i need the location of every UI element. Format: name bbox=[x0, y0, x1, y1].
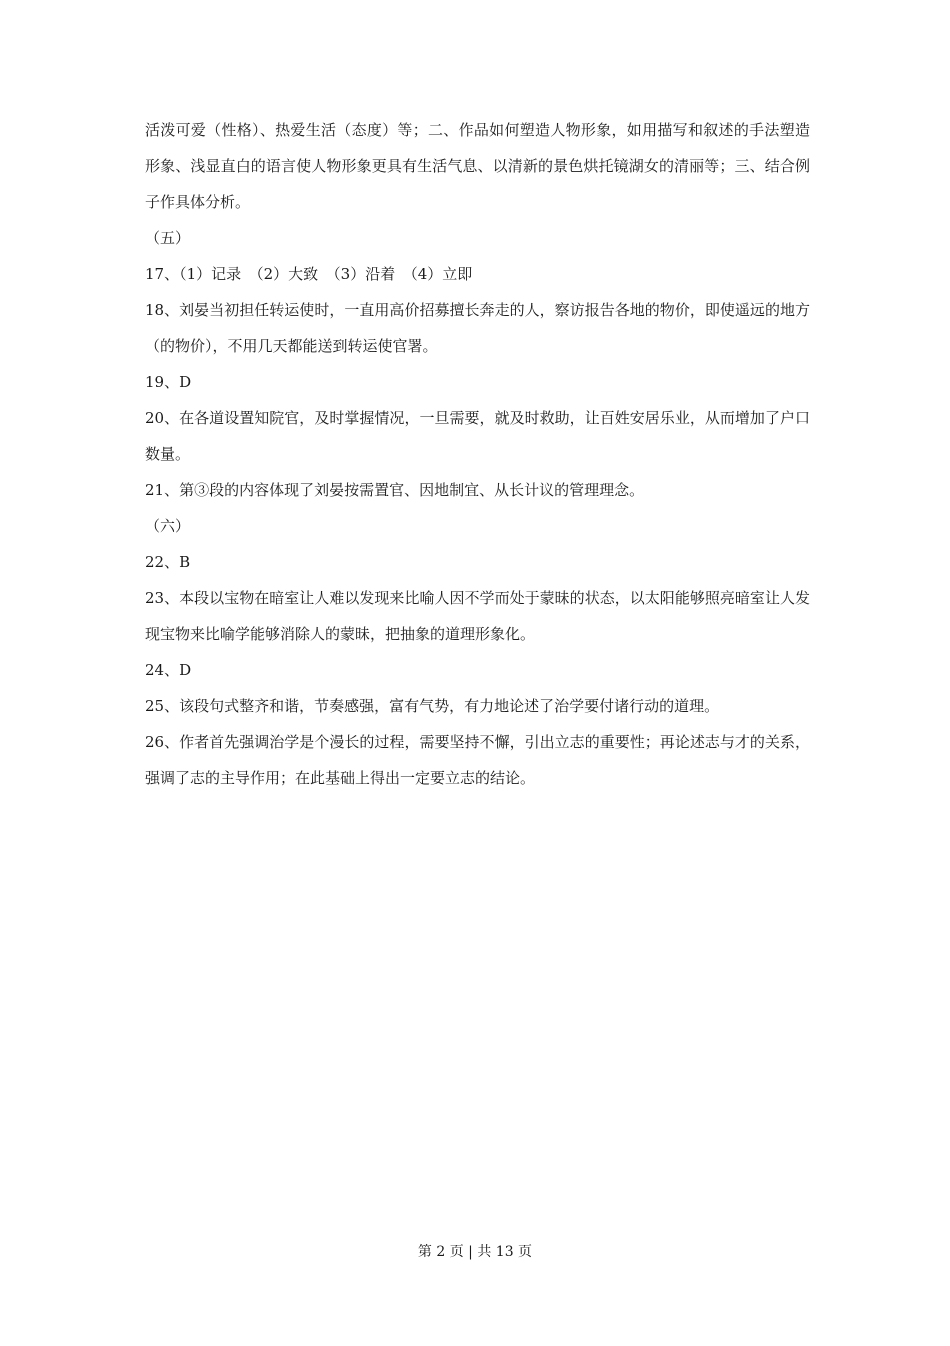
answer-17: 17、（1）记录 （2）大致 （3）沿着 （4）立即 bbox=[145, 265, 473, 283]
answer-26: 26、作者首先强调治学是个漫长的过程，需要坚持不懈，引出立志的重要性；再论述志与才的关系，强调了志的主导作用；在此基础上得出一定要立志的结论。 bbox=[145, 733, 810, 787]
paragraph-continuation: 活泼可爱（性格）、热爱生活（态度）等；二、作品如何塑造人物形象，如用描写和叙述的手法塑造形象、浅显直白的语言使人物形象更具有生活气息、以清新的景色烘托镜湖女的清丽等；三、结合例子作具体分析。 bbox=[145, 121, 810, 211]
answer-20: 20、在各道设置知院官，及时掌握情况，一旦需要，就及时救助，让百姓安居乐业，从而增加了户口数量。 bbox=[145, 409, 810, 463]
answer-24: 24、D bbox=[145, 661, 192, 679]
page-footer: 第 2 页 | 共 13 页 bbox=[417, 1244, 533, 1260]
section-heading-5: （五） bbox=[145, 229, 191, 247]
section-heading-6: （六） bbox=[145, 517, 191, 535]
answer-19: 19、D bbox=[145, 373, 192, 391]
answer-21: 21、第③段的内容体现了刘晏按需置官、因地制宜、从长计议的管理理念。 bbox=[145, 481, 645, 499]
answer-18: 18、刘晏当初担任转运使时，一直用高价招募擅长奔走的人，察访报告各地的物价，即使遥远的地方（的物价），不用几天都能送到转运使官署。 bbox=[145, 301, 810, 355]
answer-23: 23、本段以宝物在暗室让人难以发现来比喻人因不学而处于蒙昧的状态，以太阳能够照亮暗室让人发现宝物来比喻学能够消除人的蒙昧，把抽象的道理形象化。 bbox=[145, 589, 810, 643]
document-body bbox=[145, 112, 810, 796]
answer-22: 22、B bbox=[145, 553, 191, 571]
answer-25: 25、该段句式整齐和谐，节奏感强，富有气势，有力地论述了治学要付诸行动的道理。 bbox=[145, 697, 720, 715]
